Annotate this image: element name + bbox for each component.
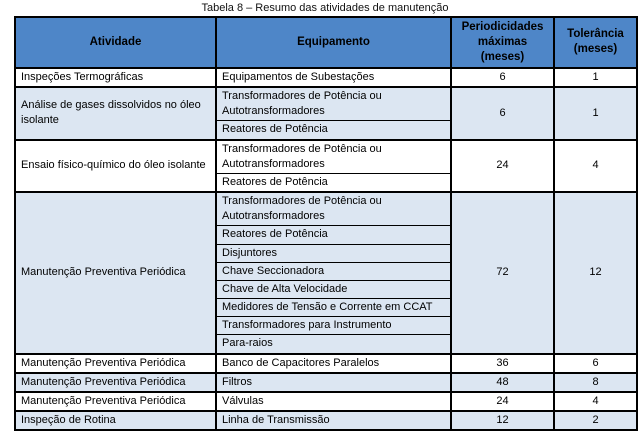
activity-cell: Manutenção Preventiva Periódica — [15, 373, 216, 392]
periodicity-cell: 48 — [451, 373, 554, 392]
table-row — [15, 411, 637, 430]
column-header-tolerancia: Tolerância (meses) — [554, 17, 637, 68]
periodicity-cell: 12 — [451, 411, 554, 430]
tolerance-cell: 2 — [554, 411, 637, 430]
equipment-cell: Reatores de Potência — [216, 226, 451, 244]
equipment-cell: Válvulas — [216, 392, 451, 411]
activity-cell: Manutenção Preventiva Periódica — [15, 192, 216, 354]
table-row — [15, 192, 637, 226]
periodicity-cell: 24 — [451, 140, 554, 193]
table-caption: Tabela 8 – Resumo das atividades de manutenção — [201, 2, 449, 14]
equipment-cell: Transformadores de Potência ou Autotransformadores — [216, 140, 451, 174]
activity-cell: Manutenção Preventiva Periódica — [15, 392, 216, 411]
activity-cell: Inspeção de Rotina — [15, 411, 216, 430]
equipment-cell: Equipamentos de Subestações — [216, 68, 451, 87]
periodicity-cell: 6 — [451, 87, 554, 140]
periodicity-cell: 24 — [451, 392, 554, 411]
table-row — [15, 87, 637, 121]
column-header-equipamento: Equipamento — [216, 17, 451, 68]
periodicity-cell: 6 — [451, 68, 554, 87]
maintenance-activities-table — [14, 16, 638, 431]
equipment-cell: Linha de Transmissão — [216, 411, 451, 430]
periodicity-cell: 36 — [451, 354, 554, 373]
table-row — [15, 373, 637, 392]
column-header-periodicidades: Periodicidades máximas (meses) — [451, 17, 554, 68]
table-row — [15, 68, 637, 87]
tolerance-cell: 6 — [554, 354, 637, 373]
equipment-cell: Reatores de Potência — [216, 121, 451, 140]
table-header — [15, 17, 637, 68]
equipment-cell: Medidores de Tensão e Corrente em CCAT — [216, 299, 451, 317]
table-row — [15, 354, 637, 373]
activity-cell: Inspeções Termográficas — [15, 68, 216, 87]
tolerance-cell: 8 — [554, 373, 637, 392]
equipment-cell: Reatores de Potência — [216, 173, 451, 192]
tolerance-cell: 1 — [554, 68, 637, 87]
equipment-cell: Transformadores para Instrumento — [216, 317, 451, 335]
tolerance-cell: 4 — [554, 140, 637, 193]
header-row — [15, 17, 637, 68]
equipment-cell: Transformadores de Potência ou Autotransformadores — [216, 192, 451, 226]
table-body — [15, 68, 637, 430]
activity-cell: Manutenção Preventiva Periódica — [15, 354, 216, 373]
equipment-cell: Disjuntores — [216, 244, 451, 262]
tolerance-cell: 1 — [554, 87, 637, 140]
tolerance-cell: 4 — [554, 392, 637, 411]
equipment-cell: Chave de Alta Velocidade — [216, 280, 451, 298]
equipment-cell: Para-raios — [216, 335, 451, 354]
equipment-cell: Banco de Capacitores Paralelos — [216, 354, 451, 373]
equipment-cell: Chave Seccionadora — [216, 262, 451, 280]
table-row — [15, 392, 637, 411]
tolerance-cell: 12 — [554, 192, 637, 354]
activity-cell: Análise de gases dissolvidos no óleo isolante — [15, 87, 216, 140]
activity-cell: Ensaio físico-químico do óleo isolante — [15, 140, 216, 193]
equipment-cell: Transformadores de Potência ou Autotransformadores — [216, 87, 451, 121]
equipment-cell: Filtros — [216, 373, 451, 392]
column-header-atividade: Atividade — [15, 17, 216, 68]
table-row — [15, 140, 637, 174]
periodicity-cell: 72 — [451, 192, 554, 354]
